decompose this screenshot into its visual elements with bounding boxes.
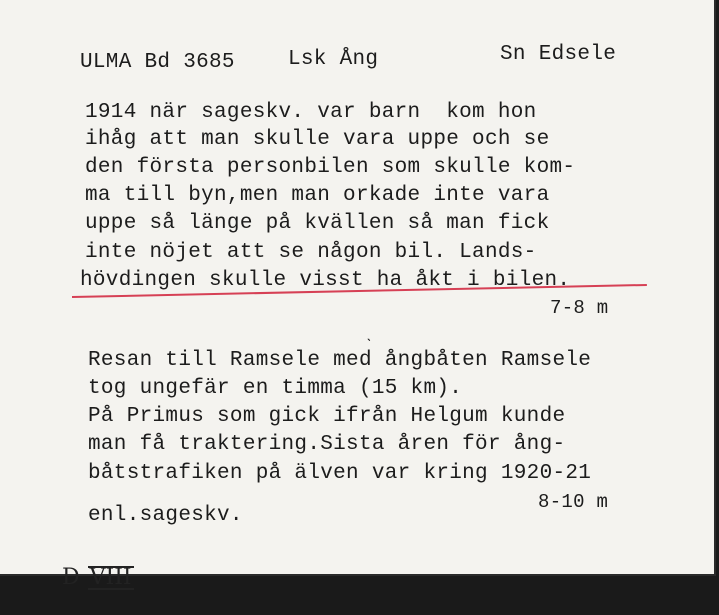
entry-2-line: På Primus som gick ifrån Helgum kunde xyxy=(88,405,566,428)
entry-1-line: inte nöjet att se någon bil. Lands- xyxy=(85,241,537,264)
entry-2-line: enl.sageskv. xyxy=(88,504,243,527)
entry-2-line: man få traktering.Sista åren för ång- xyxy=(88,433,566,456)
landscape-label: Lsk Ång xyxy=(288,48,379,71)
entry-2-time: 8-10 m xyxy=(538,491,609,513)
entry-2-line: tog ungefär en timma (15 km). xyxy=(88,377,463,400)
archive-mark xyxy=(34,540,134,615)
entry-1-line: ma till byn,men man orkade inte vara xyxy=(85,184,550,207)
entry-1-line: 1914 när sageskv. var barn kom hon xyxy=(85,101,537,124)
archive-roman: VIII xyxy=(89,565,132,590)
entry-1-line: ihåg att man skulle vara uppe och se xyxy=(85,128,550,151)
entry-1-line: den första personbilen som skulle kom- xyxy=(85,156,576,179)
entry-2-line: Resan till Ramsele med ångbåten Ramsele xyxy=(88,349,592,372)
entry-1-time: 7-8 m xyxy=(550,297,609,319)
entry-1-line: uppe så länge på kvällen så man fick xyxy=(85,212,550,235)
parish-label: Sn Edsele xyxy=(500,43,617,66)
archive-letter: D xyxy=(61,565,80,590)
entry-2-line: båtstrafiken på älven var kring 1920-21 xyxy=(88,462,592,485)
archive-ref: ULMA Bd 3685 xyxy=(80,51,235,74)
entry-1-line: hövdingen skulle visst ha åkt i bilen. xyxy=(80,269,571,292)
ink-mark: ˎ xyxy=(364,325,374,343)
